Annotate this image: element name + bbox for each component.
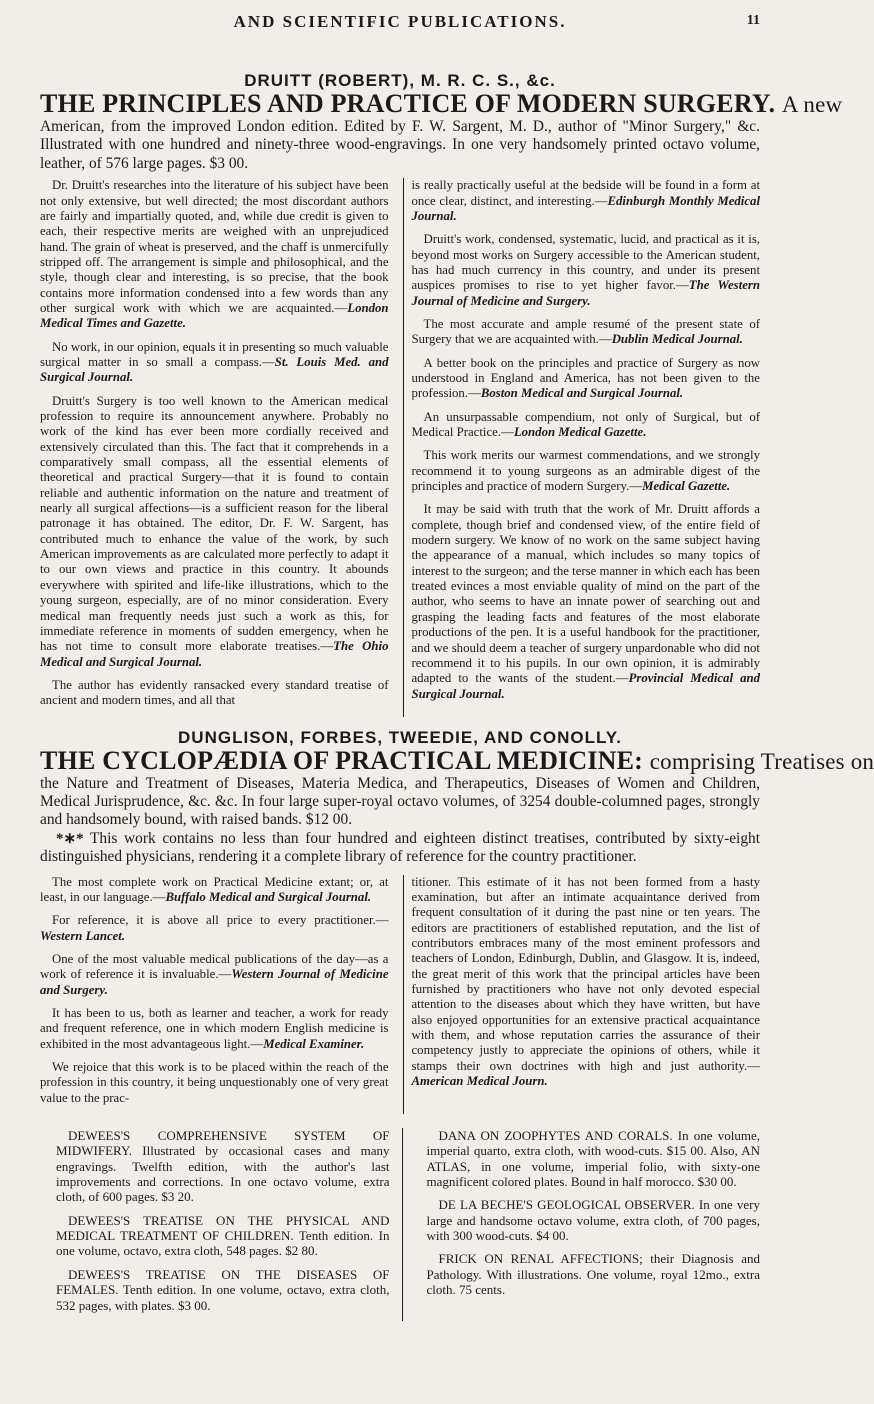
review-text: It has been to us, both as learner and teacher, a work for ready and frequent reference, one in which modern English medicine is exhibited in the most advantageous light.— [40,1006,389,1051]
review-source: Provincial Medical and Surgical Journal. [411,671,761,701]
review-source: American Medical Journ. [411,1074,548,1089]
review-source: London Medical Times and Gazette. [40,300,389,331]
dunglison-note [40,830,760,867]
review [412,356,761,402]
review-text: titioner. This estimate of it has not been formed from a hasty examination, but after an intimate acquaintance derived from frequent consultation of it during the past nine or ten years. The editors are practitioners of established reputation, and the list of contributors embraces many of the most eminent professors and teachers of London, Edinburgh, Dublin, and Glasgow. It is, indeed, the great merit of this work that the principal articles have been furnished by practitioners who have not only devoted especial attention to the diseases about which they have written, but have also enjoyed opportunities for an extensive practical acquaintance with them, and whose reputation carries the assurance of their competency justly to appreciate the opinions of others, while it stamps their own doctrines with high and just authority.— [411,874,760,1073]
running-head [40,0,760,42]
review-source: Western Lancet. [40,928,126,943]
review [412,448,761,494]
review-source: St. Louis Med. and Surgical Journal. [40,355,389,385]
review-text: Druitt's work, condensed, systematic, lucid, and practical as it is, beyond most works on Surgery accessible to the American student, has had much currency in this country, and under its present auspices promises to rise to yet higher favor.— [411,232,760,293]
review [412,875,761,1090]
ad-listing: DE LA BECHE'S GEOLOGICAL OBSERVER. In one very large and handsome octavo volume, extra cloth, of 700 pages, with 300 wood-cuts. $4 00. [426,1197,760,1244]
ad-listing: DEWEES'S TREATISE ON THE PHYSICAL AND MEDICAL TREATMENT OF CHILDREN. Tenth edition. In one volume, octavo, extra cloth, 548 pages. $2 80. [56,1212,390,1259]
dunglison-note-text: This work contains no less than four hundred and eighteen distinct treatises, contributed by sixty-eight distinguished physicians, rendering it a complete library of reference for the country practitioner. [40,829,761,866]
review [40,394,389,670]
dunglison-reviews-left [40,875,389,1114]
review [412,502,761,701]
review-text: The most accurate and ample resumé of the present state of Surgery that we are acquainted with.— [411,316,760,347]
dunglison-title [40,745,874,775]
review-source: Dublin Medical Journal. [611,332,743,347]
druitt-entry [40,71,843,717]
review-text: One of the most valuable medical publications of the day—as a work of reference it is invaluable.— [40,951,389,982]
dunglison-title-tail: comprising Treatises on [649,748,874,774]
review-source: Edinburgh Monthly Medical Journal. [411,193,760,223]
review [40,952,389,998]
review-text: A better book on the principles and practice of Surgery as now understood in England and America, has not been given to the profession.— [411,355,760,401]
review-text: For reference, it is above all price to every practitioner.— [52,913,389,928]
ad-listing: DANA ON ZOOPHYTES AND CORALS. In one volume, imperial quarto, extra cloth, with wood-cuts. $15 00. Also, AN ATLAS, in one volume, imperial folio, with sixty-one magnificent colored plates. Bound in half morocco. $30 00. [426,1128,760,1190]
review-text: An unsurpassable compendium, not only of Surgical, but of Medical Practice.— [411,409,760,440]
druitt-description: American, from the improved London edition. Edited by F. W. Sargent, M. D., author of "Minor Surgery," &c. Illustrated with one hundred and ninety-three wood-engravings. In one very handsomely printed octavo volume, leather, of 576 large pages. $3 00. [40,118,760,172]
druitt-title-tail: A new [781,92,843,117]
ad-listing: FRICK ON RENAL AFFECTIONS; their Diagnosis and Pathology. With illustrations. One volume, royal 12mo., extra cloth. 75 cents. [426,1251,760,1298]
review-source: Buffalo Medical and Surgical Journal. [165,889,372,904]
review-source: Western Journal of Medicine and Surgery. [40,967,389,997]
review [40,178,389,331]
ad-listing: DEWEES'S COMPREHENSIVE SYSTEM OF MIDWIFERY. Illustrated by occasional cases and many engravings. Twelfth edition, with the author's last improvements and corrections. In one octavo volume, extra cloth, of 600 pages. $3 20. [56,1128,390,1205]
review [40,875,389,906]
review [40,1060,389,1106]
review [412,178,761,224]
druitt-title [40,89,843,118]
review [40,340,389,386]
review [40,1006,389,1052]
druitt-title-main: THE PRINCIPLES AND PRACTICE OF MODERN SURGERY. [40,89,776,118]
dunglison-entry [40,727,874,1115]
review-source: Boston Medical and Surgical Journal. [480,386,684,401]
druitt-reviews-right [403,178,761,716]
review [40,678,389,709]
running-title: AND SCIENTIFIC PUBLICATIONS. [233,12,567,31]
ad-listing: DEWEES'S TREATISE ON THE DISEASES OF FEMALES. Tenth edition. In one volume, octavo, extra cloth, 532 pages, with plates. $3 00. [56,1266,390,1313]
review-text: We rejoice that this work is to be placed within the reach of the profession in this country, it being unquestionably one of very great value to the prac- [40,1060,389,1105]
review [40,913,389,944]
review-text: is really practically useful at the bedside will be found in a form at once clear, distinct, and interesting.— [411,178,760,208]
review-text: The author has evidently ransacked every standard treatise of ancient and modern times, and all that [40,677,389,708]
review-source: London Medical Gazette. [513,425,647,440]
dunglison-reviews-right [403,875,761,1114]
review-text: It may be said with truth that the work of Mr. Druitt affords a complete, though brief and condensed view, of the entire field of modern surgery. We know of no work on the same subject having the appearance of a manual, which includes so many topics of interest to the surgeon; and the terse manner in which each has been treated evinces a most enviable quality of mind on the part of the author, who seems to have an innate power of searching out and grasping the leading facts and features of the most elaborate productions of the pen. It is a useful handbook for the practitioner, and we should deem a teacher of surgery unpardonable who did not recommend it to his pupils. In our own opinion, it is admirably adapted to the wants of the student.— [411,502,760,686]
review [412,317,761,348]
review [412,410,761,441]
review-source: Medical Examiner. [263,1036,365,1051]
dunglison-reviews [40,875,760,1114]
review-source: The Western Journal of Medicine and Surgery. [411,278,760,308]
ads-left [40,1128,390,1321]
review [412,232,761,309]
review-text: This work merits our warmest commendations, and we strongly recommend it to young surgeons as an admirable digest of the principles and practice of modern Surgery.— [411,448,760,494]
druitt-reviews [40,178,760,716]
asterism-mark: *∗* [56,830,84,847]
dunglison-description: the Nature and Treatment of Diseases, Materia Medica, and Therapeutics, Diseases of Women and Children, Medical Jurisprudence, &c. &c. In four large super-royal octavo volumes, of 3254 double-columned pages, strongly and handsomely bound, with raised bands. $12 00. [40,774,760,829]
ads-right [402,1128,761,1321]
review-text: Dr. Druitt's researches into the literature of his subject have been not only extensive, but well directed; the most discordant authors are fairly and impartially quoted, and, while due credit is given to each, their respective merits are weighed with an unprejudiced hand. The grain of wheat is preserved, and the chaff is unmercifully stripped off. The arrangement is simple and philosophical, and the style, though clear and interesting, is so precise, that the book contains more information condensed into a few words than any other surgical work with which we are acquainted.— [40,178,389,315]
review-source: Medical Gazette. [642,479,731,494]
advertisements [40,1128,760,1321]
review-source: The Ohio Medical and Surgical Journal. [40,639,389,669]
review-text: No work, in our opinion, equals it in presenting so much valuable surgical matter in so small a compass.— [40,339,389,369]
page-number: 11 [746,13,760,28]
dunglison-author: DUNGLISON, FORBES, TWEEDIE, AND CONOLLY. [178,727,622,747]
review-text: Druitt's Surgery is too well known to the American medical profession to require its announcement anywhere. Probably no work of the kind has ever been more cordially received and extensively circulated than this. The fact that it comprehends in a comparatively small compass, all the essential elements of theoretical and practical Surgery—that it is found to contain reliable and authentic information on the nature and treatment of nearly all surgical affections—is a sufficient reason for the liberal patronage it has obtained. The editor, Dr. F. W. Sargent, has contributed much to enhance the value of the work, by such American improvements as are calculated more perfectly to adapt it to our own views and practice in this country. It abounds everywhere with spirited and life-like illustrations, which to the young surgeon, especially, are of no minor consideration. Every medical man frequently needs just such a work as this, for immediate reference in moments of sudden emergency, when he has not time to consult more elaborate treatises.— [40,393,389,654]
druitt-reviews-left [40,178,389,716]
dunglison-title-main: THE CYCLOPÆDIA OF PRACTICAL MEDICINE: [40,745,644,775]
druitt-author: DRUITT (ROBERT), M. R. C. S., &c. [244,71,556,90]
review-text: The most complete work on Practical Medicine extant; or, at least, in our language.— [40,874,389,904]
